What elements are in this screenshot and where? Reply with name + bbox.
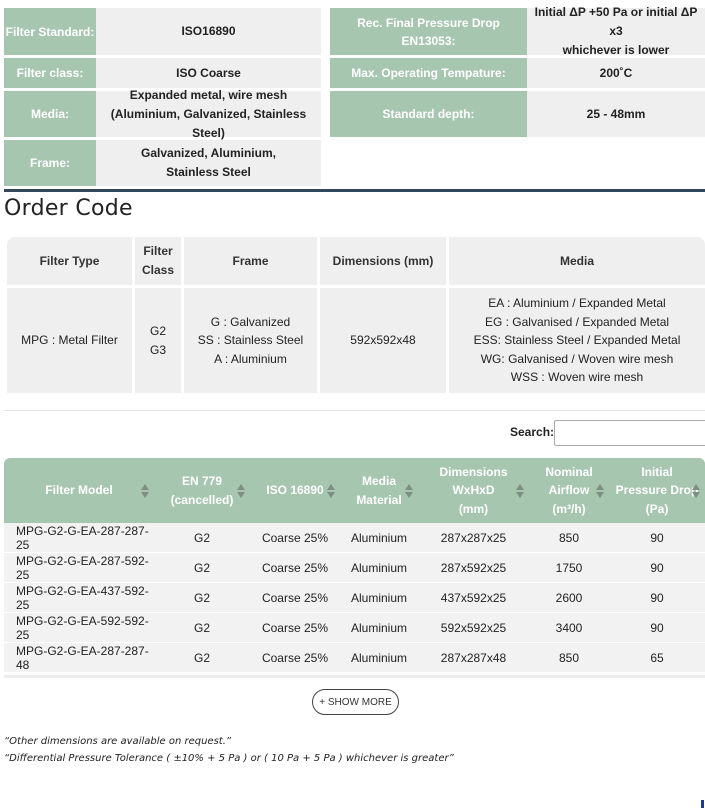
table-cell: MPG-G2-G-EA-287-287-48	[16, 643, 149, 672]
order-code-cell: EA : Aluminium / Expanded Metal EG : Galvanised / Expanded Metal ESS: Stainless Steel / Expanded Metal WG: Galvanised / Woven wire mesh WSS : Woven wire mesh	[449, 288, 705, 393]
table-cell: Aluminium	[350, 530, 407, 545]
table-cell: MPG-G2-G-EA-287-287-25	[16, 523, 149, 552]
table-cell: Coarse 25%	[261, 560, 329, 575]
order-code-cell: MPG : Metal Filter	[7, 288, 132, 393]
table-header-row	[4, 458, 705, 523]
spec-label: Frame:	[4, 140, 96, 186]
table-row[interactable]	[4, 613, 705, 643]
table-cell: Coarse 25%	[261, 590, 329, 605]
order-code-cell: 592x592x48	[320, 288, 446, 393]
column-header-label: Dimensions WxHxD (mm)	[439, 464, 508, 516]
table-cell: 287x592x25	[440, 560, 507, 575]
order-code-heading: Order Code	[4, 196, 133, 221]
table-cell: G2	[193, 530, 210, 545]
table-footer-edge	[4, 675, 705, 678]
spec-label: Max. Operating Tempature:	[330, 58, 527, 88]
table-cell: G2	[193, 650, 210, 665]
spec-value: Galvanized, Aluminium, Stainless Steel	[96, 140, 321, 186]
table-cell: 65	[650, 650, 664, 665]
spec-value: ISO Coarse	[96, 58, 321, 88]
spec-label: Rec. Final Pressure Drop EN13053:	[330, 8, 527, 55]
footnote: “Other dimensions are available on request.”	[4, 736, 232, 747]
sort-icon	[516, 484, 524, 498]
table-cell: Coarse 25%	[261, 530, 329, 545]
spec-value: Initial ΔP +50 Pa or initial ΔP x3 whichever is lower	[527, 8, 705, 55]
table-row[interactable]	[4, 643, 705, 673]
table-row[interactable]	[4, 553, 705, 583]
sort-icon	[596, 484, 604, 498]
table-cell: 90	[650, 560, 664, 575]
footnote: “Differential Pressure Tolerance ( ±10% + 5 Pa ) or ( 10 Pa + 5 Pa ) whichever is greater”	[4, 753, 454, 764]
table-cell: 2600	[555, 590, 583, 605]
table-cell: 287x287x48	[440, 650, 507, 665]
order-code-header: Frame	[184, 237, 317, 285]
table-cell: MPG-G2-G-EA-287-592-25	[16, 553, 149, 582]
table-cell: 1750	[555, 560, 583, 575]
sort-icon	[237, 484, 245, 498]
table-cell: MPG-G2-G-EA-437-592-25	[16, 583, 149, 612]
table-cell: 592x592x25	[440, 620, 507, 635]
spec-grid-right	[330, 5, 705, 137]
filter-table	[4, 458, 705, 678]
table-cell: G2	[193, 590, 210, 605]
table-cell: Aluminium	[350, 650, 407, 665]
spec-label: Media:	[4, 91, 96, 137]
table-cell: Coarse 25%	[261, 650, 329, 665]
column-header-filter-model[interactable]	[4, 458, 154, 523]
table-body	[4, 523, 705, 673]
table-cell: 287x287x25	[440, 530, 507, 545]
search-label: Search:	[510, 425, 555, 439]
sort-icon	[141, 484, 149, 498]
spec-value: 200˚C	[527, 58, 705, 88]
divider	[4, 410, 705, 411]
table-cell: 90	[650, 530, 664, 545]
table-row[interactable]	[4, 523, 705, 553]
table-cell: 3400	[555, 620, 583, 635]
table-cell: MPG-G2-G-EA-592-592-25	[16, 613, 149, 642]
column-header-iso16890[interactable]	[250, 458, 340, 523]
column-header-label: Filter Model	[45, 483, 113, 498]
order-code-header: Filter Type	[7, 237, 132, 285]
table-cell: 850	[558, 530, 580, 545]
table-row[interactable]	[4, 583, 705, 613]
column-header-label: Initial Pressure Drop (Pa)	[615, 464, 699, 516]
column-header-label: ISO 16890	[266, 483, 324, 498]
show-more-button[interactable]: + SHOW MORE	[312, 689, 399, 715]
order-code-cell: G : Galvanized SS : Stainless Steel A : Aluminium	[184, 288, 317, 393]
table-cell: Aluminium	[350, 590, 407, 605]
column-header-label: Nominal Airflow (m³/h)	[545, 464, 593, 516]
table-cell: 90	[650, 590, 664, 605]
column-header-dimensions[interactable]	[418, 458, 529, 523]
spec-grid-left	[4, 8, 321, 186]
order-code-cell: G2 G3	[135, 288, 181, 393]
sort-icon	[327, 484, 335, 498]
spec-label: Standard depth:	[330, 91, 527, 137]
section-divider	[4, 189, 705, 192]
table-cell: Coarse 25%	[261, 620, 329, 635]
sort-icon	[692, 484, 700, 498]
table-cell: Aluminium	[350, 620, 407, 635]
spec-value: Expanded metal, wire mesh (Aluminium, Galvanized, Stainless Steel)	[96, 91, 321, 137]
column-header-media-material[interactable]	[340, 458, 418, 523]
order-code-header-row	[7, 237, 705, 285]
table-cell: G2	[193, 560, 210, 575]
order-code-row	[7, 288, 705, 393]
table-cell: 850	[558, 650, 580, 665]
order-code-header: Filter Class	[135, 237, 181, 285]
spec-value: 25 - 48mm	[527, 91, 705, 137]
spec-label: Filter class:	[4, 58, 96, 88]
spec-value: ISO16890	[96, 8, 321, 55]
search-input[interactable]	[554, 420, 705, 446]
table-cell: 90	[650, 620, 664, 635]
table-cell: 437x592x25	[440, 590, 507, 605]
sort-icon	[405, 484, 413, 498]
table-cell: Aluminium	[350, 560, 407, 575]
order-code-table	[7, 237, 705, 393]
column-header-nominal-airflow[interactable]	[529, 458, 609, 523]
table-cell: G2	[193, 620, 210, 635]
order-code-header: Dimensions (mm)	[320, 237, 446, 285]
spec-label: Filter Standard:	[4, 8, 96, 55]
column-header-label: Media Material	[356, 474, 402, 507]
column-header-label: EN 779 (cancelled)	[170, 474, 234, 507]
column-header-initial-pressure-drop[interactable]	[609, 458, 705, 523]
order-code-header: Media	[449, 237, 705, 285]
scroll-edge-marker	[701, 800, 704, 808]
column-header-en779[interactable]	[154, 458, 250, 523]
